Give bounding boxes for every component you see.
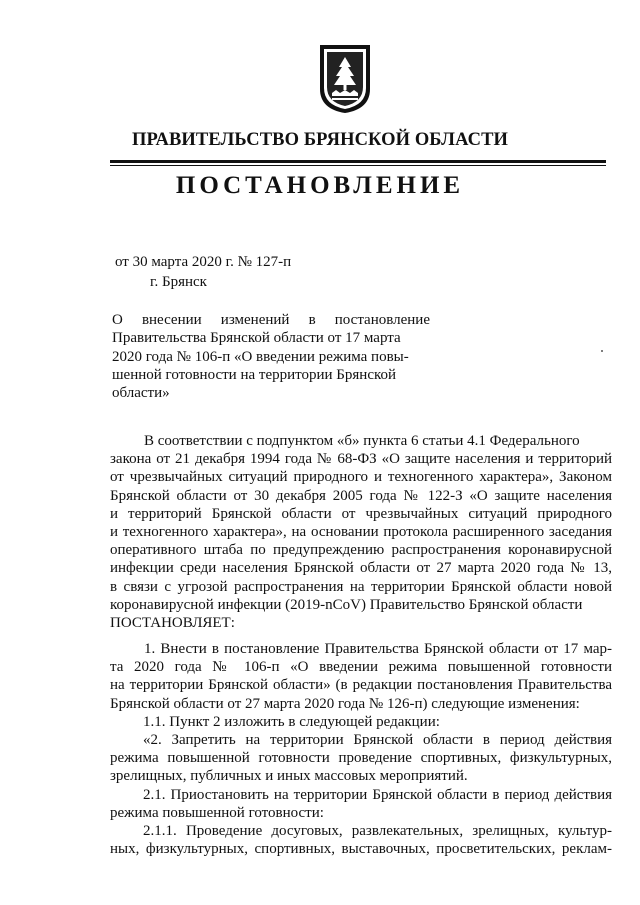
item-line: режима повышенной готовности проведение спортивных, физкультурных, xyxy=(110,750,612,767)
preamble-line: в связи с угрозой распространения на территории Брянской области новой xyxy=(110,578,612,595)
preamble-line: Брянской области от 30 декабря 2005 года № 122-З «О защите населения xyxy=(110,487,612,504)
header-rule-thick xyxy=(110,160,606,163)
document-subject xyxy=(112,311,430,402)
preamble-line: и техногенного характера», на основании протокола расширенного заседания xyxy=(110,523,612,540)
preamble-line: закона от 21 декабря 1994 года № 68-ФЗ «О защите населения и территорий xyxy=(110,451,612,468)
item-line: зрелищных, публичных и иных массовых мероприятий. xyxy=(110,768,468,785)
preamble-line: и территорий Брянской области от чрезвычайных ситуаций природного xyxy=(110,505,612,522)
item-line: 1.1. Пункт 2 изложить в следующей редакции: xyxy=(143,713,440,730)
header-rule-thin xyxy=(110,165,606,166)
date-number-line: от 30 марта 2020 г. № 127-п xyxy=(115,254,292,270)
preamble-paragraph xyxy=(110,432,612,632)
subject-line: Правительства Брянской области от 17 марта xyxy=(112,330,401,347)
subject-line: шенной готовности на территории Брянской xyxy=(112,366,397,383)
preamble-line: инфекции среди населения Брянской области от 27 марта 2020 года № 13, xyxy=(110,560,612,577)
preamble-line: оперативного штаба по предупреждению распространения коронавирусной xyxy=(110,542,612,559)
item-line: 2.1.1. Проведение досуговых, развлекательных, зрелищных, культур- xyxy=(143,822,612,839)
coat-of-arms-icon xyxy=(318,43,372,115)
scan-speck xyxy=(601,350,603,352)
city-line: г. Брянск xyxy=(150,274,207,290)
item-line: Брянской области от 27 марта 2020 года № 126-п) следующие изменения: xyxy=(110,695,580,712)
preamble-line: коронавирусной инфекции (2019-nCoV) Правительство Брянской области xyxy=(110,596,583,613)
subject-line: О внесении изменений в постановление xyxy=(112,312,430,328)
item-line: «2. Запретить на территории Брянской области в период действия xyxy=(143,731,612,748)
item-line: та 2020 года № 106-п «О введении режима повышенной готовности xyxy=(110,659,612,676)
item-line: режима повышенной готовности: xyxy=(110,804,324,821)
item-line: 1. Внести в постановление Правительства Брянской области от 17 мар- xyxy=(144,641,612,657)
subject-line: 2020 года № 106-п «О введении режима повы- xyxy=(112,348,409,365)
preamble-line: В соответствии с подпунктом «б» пункта 6 статьи 4.1 Федерального xyxy=(144,433,580,449)
item-line: ных, физкультурных, спортивных, выставочных, просветительских, реклам- xyxy=(110,841,612,858)
document-type-title: ПОСТАНОВЛЕНИЕ xyxy=(175,172,465,199)
item-line: 2.1. Приостановить на территории Брянской области в период действия xyxy=(143,786,612,803)
resolution-items xyxy=(110,640,612,858)
preamble-line: от чрезвычайных ситуаций природного и техногенного характера», Законом xyxy=(110,469,612,486)
subject-line: области» xyxy=(112,385,170,402)
preamble-resolves: ПОСТАНОВЛЯЕТ: xyxy=(110,614,235,631)
government-name: ПРАВИТЕЛЬСТВО БРЯНСКОЙ ОБЛАСТИ xyxy=(131,130,508,150)
item-line: на территории Брянской области» (в редакции постановления Правительства xyxy=(110,677,612,694)
